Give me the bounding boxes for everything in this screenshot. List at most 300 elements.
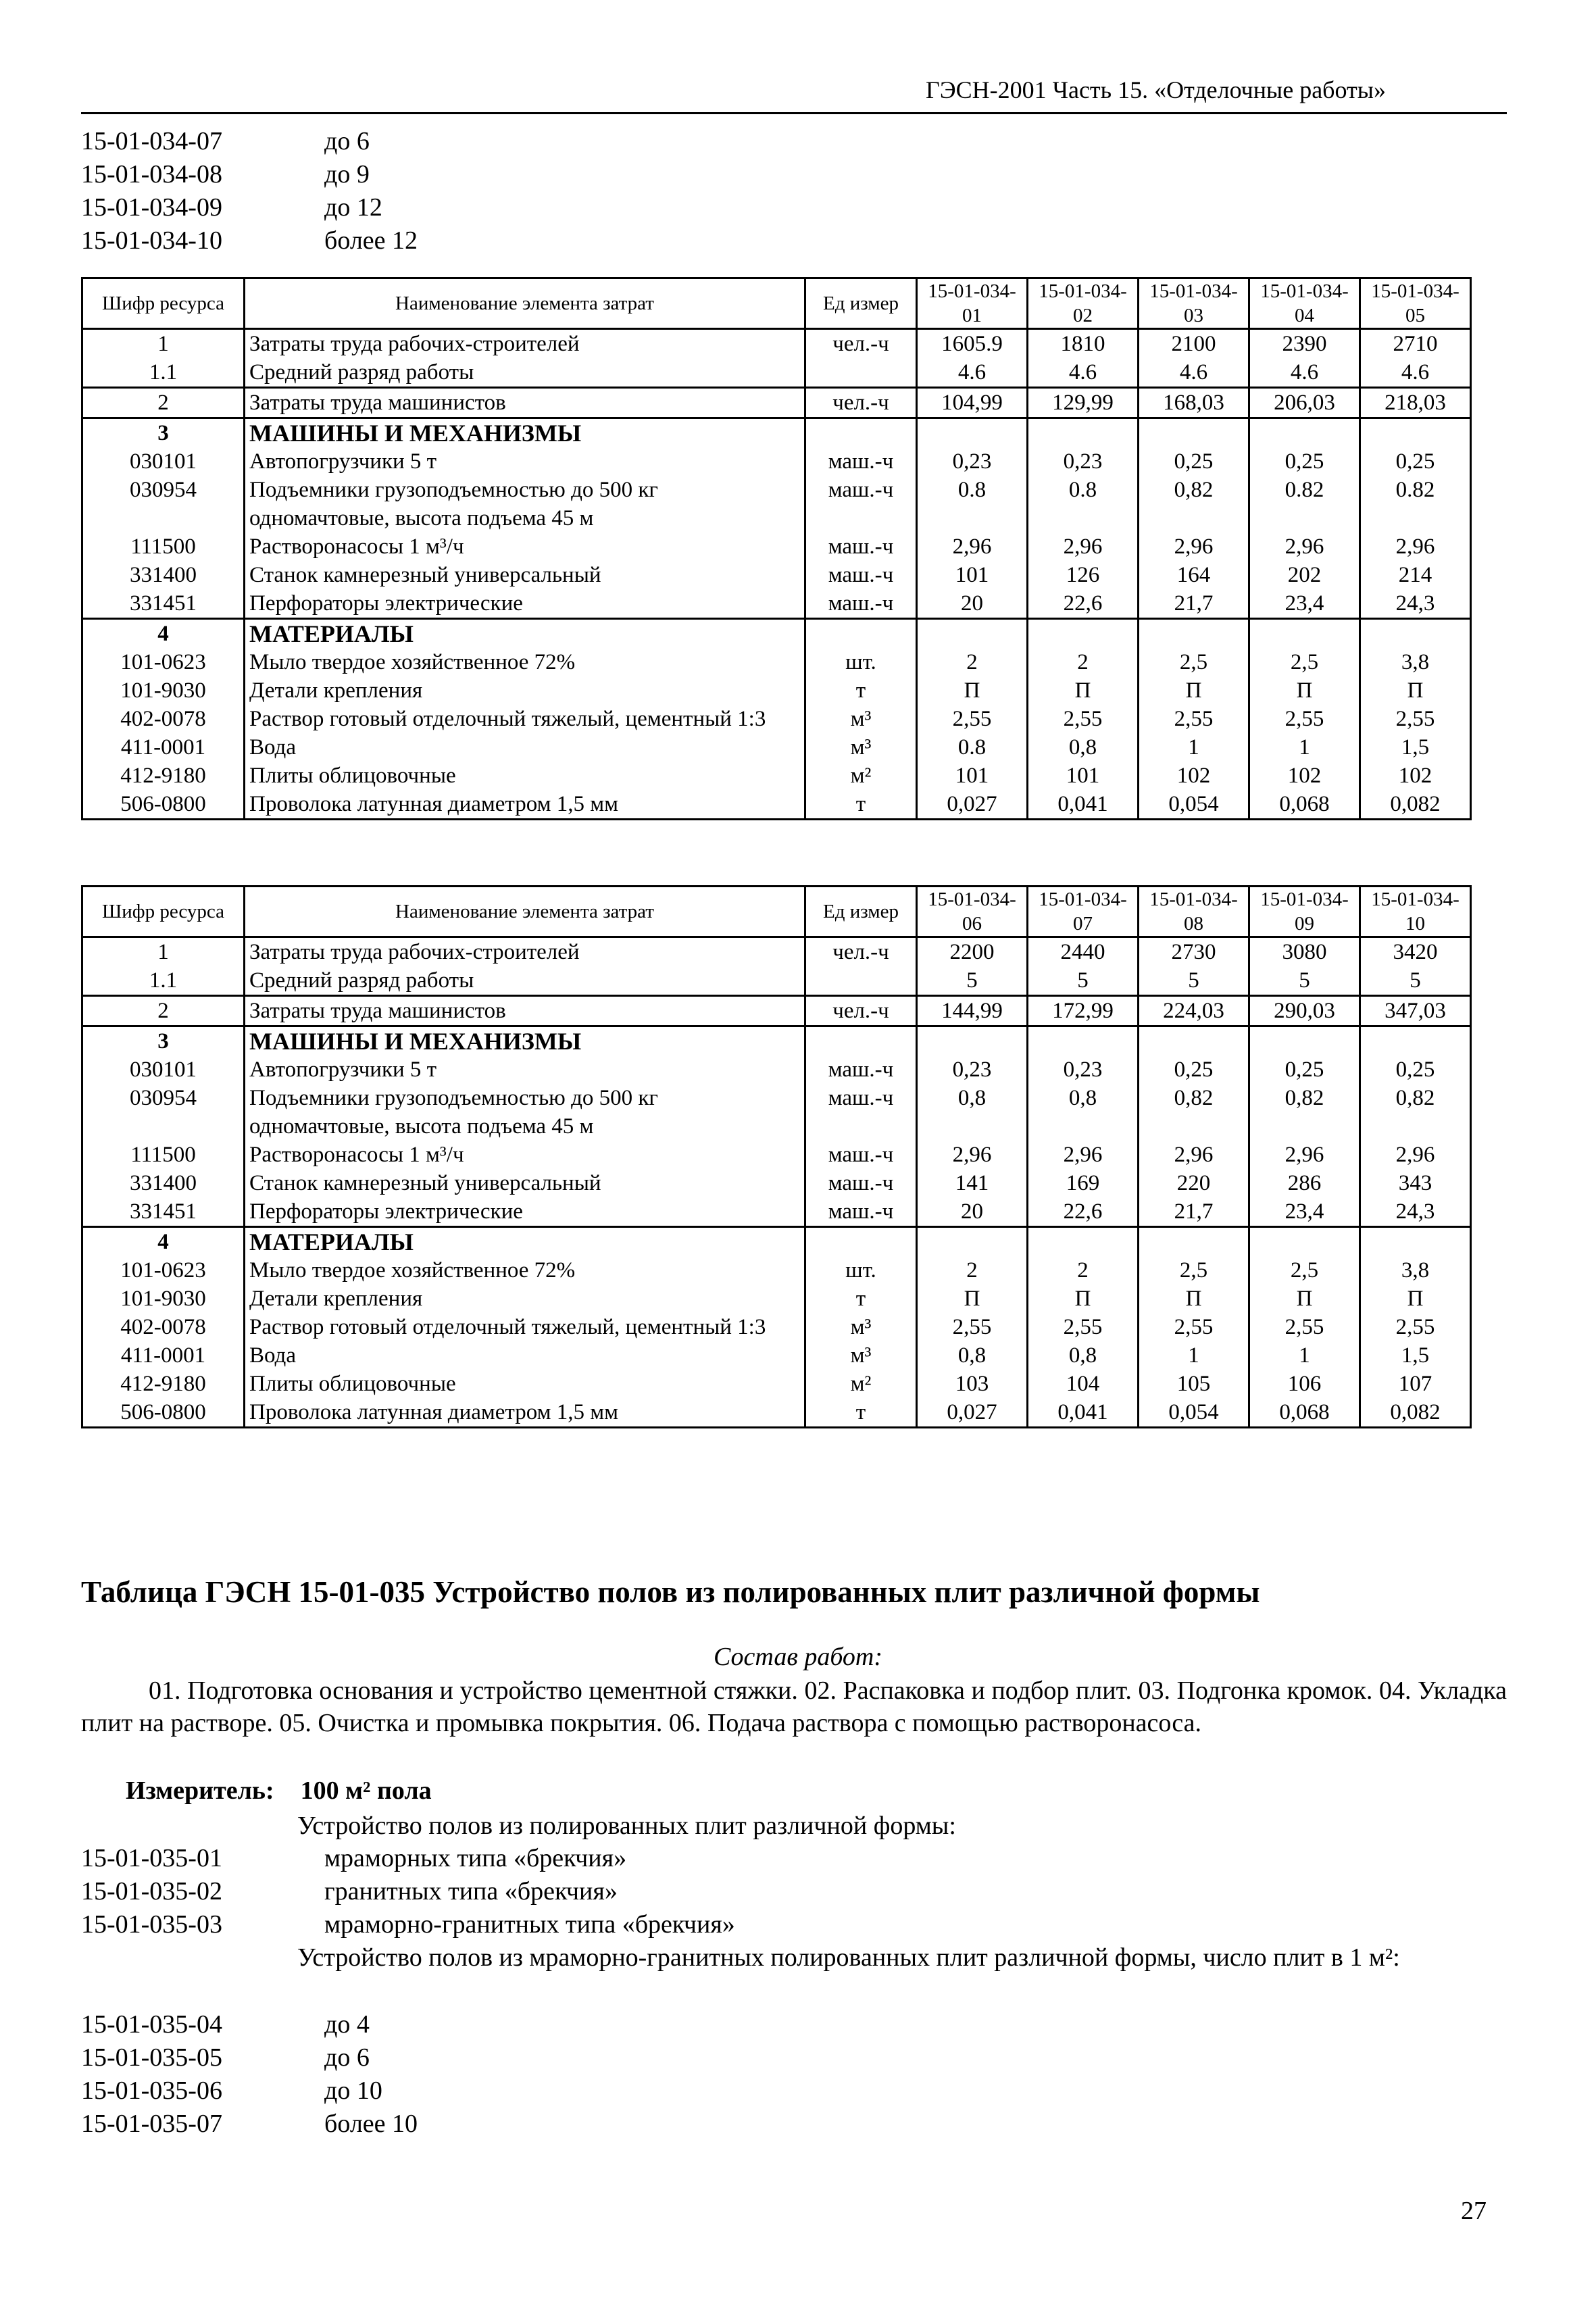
cell-unit: чел.-ч <box>805 996 917 1026</box>
cell-value: 4.6 <box>1360 358 1471 388</box>
cell-value: 2,96 <box>1028 1141 1139 1169</box>
table-row <box>82 790 1471 820</box>
list-code: 15-01-035-07 <box>81 2110 222 2138</box>
cell-code: 411-0001 <box>82 733 245 762</box>
table-row <box>82 532 1471 561</box>
cell-value: 4.6 <box>1028 358 1139 388</box>
top-code-list <box>81 125 418 257</box>
table-row <box>82 705 1471 733</box>
cell-value: 0,8 <box>1028 733 1139 762</box>
list-item <box>81 2108 418 2141</box>
cell-value: 2,96 <box>1360 532 1471 561</box>
cell-code: 402-0078 <box>82 705 245 733</box>
cell-value: 2,96 <box>917 532 1028 561</box>
cell-value: 24,3 <box>1360 589 1471 619</box>
table-row <box>82 966 1471 996</box>
cell-unit: маш.-ч <box>805 1169 917 1197</box>
cell-value: 4.6 <box>1249 358 1360 388</box>
list-item <box>81 191 418 224</box>
cell-value: 168,03 <box>1139 388 1249 418</box>
cell-value: П <box>1249 1285 1360 1313</box>
cell-name: Растворонасосы 1 м³/ч <box>245 532 805 561</box>
list-code: 15-01-035-04 <box>81 2010 222 2039</box>
cell-code: 111500 <box>82 1141 245 1169</box>
cell-value: 0,082 <box>1360 1398 1471 1428</box>
col-header-unit: Ед измер <box>805 278 917 329</box>
code-list-2 <box>81 2008 418 2141</box>
cell-value: 0,068 <box>1249 790 1360 820</box>
cell-unit: чел.-ч <box>805 388 917 418</box>
cell-name: Раствор готовый отделочный тяжелый, цементный 1:3 <box>245 1313 805 1341</box>
table-row <box>82 589 1471 619</box>
cell-code: 402-0078 <box>82 1313 245 1341</box>
cell-code: 111500 <box>82 532 245 561</box>
cell-value: 0,068 <box>1249 1398 1360 1428</box>
cell-unit: м³ <box>805 733 917 762</box>
cell-name: Подъемники грузоподъемностью до 500 кг одномачтовые, высота подъема 45 м <box>245 476 805 532</box>
cell-value: 1 <box>1249 733 1360 762</box>
cell-unit <box>805 966 917 996</box>
cell-value: 2,96 <box>1139 532 1249 561</box>
table-row <box>82 329 1471 359</box>
cell-value: П <box>1360 676 1471 705</box>
cell-value: 22,6 <box>1028 589 1139 619</box>
cell-code: 412-9180 <box>82 762 245 790</box>
table-row <box>82 1169 1471 1197</box>
list-code: 15-01-034-08 <box>81 160 222 189</box>
code-list-1 <box>81 1842 735 1941</box>
cell-value: 286 <box>1249 1169 1360 1197</box>
col-header-rate: 15-01-034-08 <box>1139 887 1249 937</box>
cell-unit: чел.-ч <box>805 329 917 359</box>
cell-unit: м³ <box>805 705 917 733</box>
list-code: 15-01-035-05 <box>81 2043 222 2072</box>
cell-value: 2,96 <box>1249 532 1360 561</box>
cell-name: Автопогрузчики 5 т <box>245 1055 805 1084</box>
cell-value: 2 <box>917 1256 1028 1285</box>
table-row <box>82 1398 1471 1428</box>
cell-unit: маш.-ч <box>805 532 917 561</box>
cell-code: 1.1 <box>82 966 245 996</box>
cell-value: 1 <box>1249 1341 1360 1370</box>
cell-value: 0,23 <box>917 447 1028 476</box>
list-text: до 12 <box>324 193 382 222</box>
section-row <box>82 619 1471 649</box>
cell-value: 2,55 <box>917 705 1028 733</box>
cell-value: 103 <box>917 1370 1028 1398</box>
cell-value: 0,8 <box>917 1084 1028 1141</box>
cell-code: 3 <box>82 1026 245 1056</box>
cell-code: 4 <box>82 619 245 649</box>
cell-value: 20 <box>917 1197 1028 1227</box>
cell-value: 0,23 <box>1028 1055 1139 1084</box>
cell-value: 107 <box>1360 1370 1471 1398</box>
cell-name: Станок камнерезный универсальный <box>245 561 805 589</box>
cell-value: 3,8 <box>1360 648 1471 676</box>
table-row <box>82 676 1471 705</box>
cell-value: 0.8 <box>1028 476 1139 532</box>
cell-value: П <box>1360 1285 1471 1313</box>
cell-code: 3 <box>82 418 245 448</box>
list-item <box>81 1908 735 1941</box>
cell-code: 4 <box>82 1227 245 1257</box>
cell-code: 101-9030 <box>82 676 245 705</box>
cell-value: П <box>1028 1285 1139 1313</box>
cell-value: П <box>1249 676 1360 705</box>
cell-name: Детали крепления <box>245 1285 805 1313</box>
list-item <box>81 2074 418 2108</box>
cell-unit: шт. <box>805 1256 917 1285</box>
cell-value: 2,55 <box>1139 705 1249 733</box>
measure-line <box>126 1776 432 1806</box>
list-text: гранитных типа «брекчия» <box>324 1877 618 1906</box>
cell-unit: т <box>805 676 917 705</box>
section-row <box>82 1227 1471 1257</box>
list-item <box>81 224 418 257</box>
cell-name: Раствор готовый отделочный тяжелый, цементный 1:3 <box>245 705 805 733</box>
table-row <box>82 1141 1471 1169</box>
cell-code: 1 <box>82 329 245 359</box>
table-row <box>82 561 1471 589</box>
section-heading: МАШИНЫ И МЕХАНИЗМЫ <box>245 1026 805 1056</box>
cell-unit: т <box>805 1285 917 1313</box>
cell-value: 2,5 <box>1249 1256 1360 1285</box>
cell-value: 102 <box>1249 762 1360 790</box>
cell-name: Мыло твердое хозяйственное 72% <box>245 1256 805 1285</box>
cell-value: 3,8 <box>1360 1256 1471 1285</box>
cell-value: 0,8 <box>917 1341 1028 1370</box>
cell-unit: маш.-ч <box>805 1141 917 1169</box>
cell-name: Проволока латунная диаметром 1,5 мм <box>245 1398 805 1428</box>
cell-name: Средний разряд работы <box>245 966 805 996</box>
list-text: до 10 <box>324 2076 382 2105</box>
list-item <box>81 2008 418 2041</box>
cell-value: 23,4 <box>1249 1197 1360 1227</box>
cell-value: 4.6 <box>1139 358 1249 388</box>
cell-value: 0,23 <box>1028 447 1139 476</box>
cell-code: 411-0001 <box>82 1341 245 1370</box>
col-header-rate: 15-01-034-06 <box>917 887 1028 937</box>
cell-value: 0.8 <box>917 733 1028 762</box>
cell-value: 1 <box>1139 1341 1249 1370</box>
col-header-rate: 15-01-034-02 <box>1028 278 1139 329</box>
cell-value: 2,55 <box>917 1313 1028 1341</box>
composition-text: 01. Подготовка основания и устройство цементной стяжки. 02. Распаковка и подбор плит. 03. Подгонка кромок. 04. Укладка плит на растворе. 05. Очистка и промывка покрытия. 06. Подача раствора с помощью растворонасоса. <box>81 1676 1507 1737</box>
list-text: мраморных типа «брекчия» <box>324 1844 627 1872</box>
cell-value: 0,25 <box>1139 1055 1249 1084</box>
col-header-rate: 15-01-034-10 <box>1360 887 1471 937</box>
cell-value: 0.82 <box>1360 476 1471 532</box>
list-item <box>81 125 418 158</box>
cell-value: 0,82 <box>1360 1084 1471 1141</box>
cell-value: 2,55 <box>1249 1313 1360 1341</box>
cell-code: 030101 <box>82 1055 245 1084</box>
cell-value: 2390 <box>1249 329 1360 359</box>
cell-value: 101 <box>917 762 1028 790</box>
cell-unit: маш.-ч <box>805 1055 917 1084</box>
cell-value: 5 <box>917 966 1028 996</box>
cell-value: 21,7 <box>1139 589 1249 619</box>
cell-value: П <box>1139 676 1249 705</box>
cell-name: Растворонасосы 1 м³/ч <box>245 1141 805 1169</box>
cell-code: 412-9180 <box>82 1370 245 1398</box>
list-text: более 10 <box>324 2110 418 2138</box>
cell-value: 218,03 <box>1360 388 1471 418</box>
cell-value: 1 <box>1139 733 1249 762</box>
table-row <box>82 733 1471 762</box>
cell-unit: м² <box>805 762 917 790</box>
list-item <box>81 2041 418 2074</box>
cell-value: 105 <box>1139 1370 1249 1398</box>
cell-code: 101-0623 <box>82 648 245 676</box>
table-row <box>82 1084 1471 1141</box>
cell-value: 1810 <box>1028 329 1139 359</box>
cell-unit: шт. <box>805 648 917 676</box>
cell-value: 2,5 <box>1249 648 1360 676</box>
cell-value: 202 <box>1249 561 1360 589</box>
cell-value: 0.82 <box>1249 476 1360 532</box>
col-header-rate: 15-01-034-07 <box>1028 887 1139 937</box>
col-header-rate: 15-01-034-01 <box>917 278 1028 329</box>
cell-unit: м³ <box>805 1341 917 1370</box>
list-text: мраморно-гранитных типа «брекчия» <box>324 1910 735 1939</box>
cell-value: 2,96 <box>1360 1141 1471 1169</box>
cell-value: 101 <box>917 561 1028 589</box>
section-row <box>82 1026 1471 1056</box>
col-header-rate: 15-01-034-03 <box>1139 278 1249 329</box>
list-item <box>81 1875 735 1908</box>
table-row <box>82 1256 1471 1285</box>
cell-name: Подъемники грузоподъемностью до 500 кг одномачтовые, высота подъема 45 м <box>245 1084 805 1141</box>
measure-label: Измеритель: <box>126 1776 274 1805</box>
cell-value: 2 <box>1028 1256 1139 1285</box>
cell-unit: т <box>805 790 917 820</box>
cell-value: 2 <box>917 648 1028 676</box>
cell-value: 0,054 <box>1139 1398 1249 1428</box>
table-row <box>82 476 1471 532</box>
col-header-code: Шифр ресурса <box>82 278 245 329</box>
table-row <box>82 1313 1471 1341</box>
cell-value: 23,4 <box>1249 589 1360 619</box>
cell-code: 331400 <box>82 1169 245 1197</box>
cell-value: 2200 <box>917 937 1028 967</box>
cell-value: 5 <box>1028 966 1139 996</box>
cell-value: 172,99 <box>1028 996 1139 1026</box>
table-row <box>82 1285 1471 1313</box>
intro-line-1: Устройство полов из полированных плит различной формы: <box>297 1812 956 1840</box>
cell-code: 331451 <box>82 1197 245 1227</box>
cell-unit: маш.-ч <box>805 476 917 532</box>
cell-code: 1.1 <box>82 358 245 388</box>
cell-unit: т <box>805 1398 917 1428</box>
cell-value: П <box>1028 676 1139 705</box>
table-row <box>82 1197 1471 1227</box>
table-row <box>82 937 1471 967</box>
table-row <box>82 648 1471 676</box>
section-heading: МАТЕРИАЛЫ <box>245 1227 805 1257</box>
cell-code: 331400 <box>82 561 245 589</box>
list-code: 15-01-035-06 <box>81 2076 222 2105</box>
cell-unit: чел.-ч <box>805 937 917 967</box>
cell-value: 169 <box>1028 1169 1139 1197</box>
cell-value: 5 <box>1139 966 1249 996</box>
cell-name: Затраты труда рабочих-строителей <box>245 937 805 967</box>
cell-value: 2,55 <box>1360 1313 1471 1341</box>
cell-name: Затраты труда рабочих-строителей <box>245 329 805 359</box>
cell-value: 102 <box>1360 762 1471 790</box>
list-code: 15-01-034-07 <box>81 127 222 155</box>
cell-value: 106 <box>1249 1370 1360 1398</box>
cell-unit: маш.-ч <box>805 1197 917 1227</box>
cell-value: 2,96 <box>917 1141 1028 1169</box>
cell-value: 20 <box>917 589 1028 619</box>
composition-heading: Состав работ: <box>713 1643 883 1671</box>
cell-value: 144,99 <box>917 996 1028 1026</box>
table-row <box>82 447 1471 476</box>
cell-value: 0,82 <box>1139 1084 1249 1141</box>
cell-name: Перфораторы электрические <box>245 589 805 619</box>
section-heading: МАТЕРИАЛЫ <box>245 619 805 649</box>
cell-value: 0,054 <box>1139 790 1249 820</box>
cell-name: Вода <box>245 733 805 762</box>
cell-unit: маш.-ч <box>805 561 917 589</box>
cell-value: 126 <box>1028 561 1139 589</box>
cell-value: 2,5 <box>1139 1256 1249 1285</box>
cell-unit <box>805 358 917 388</box>
cell-value: 2,96 <box>1139 1141 1249 1169</box>
table-header-row <box>82 887 1471 937</box>
cell-value: 104,99 <box>917 388 1028 418</box>
cell-unit: м³ <box>805 1313 917 1341</box>
cell-code: 506-0800 <box>82 1398 245 1428</box>
section-heading: МАШИНЫ И МЕХАНИЗМЫ <box>245 418 805 448</box>
intro-line-2: Устройство полов из мраморно-гранитных полированных плит различной формы, число плит в 1 м²: <box>297 1943 1400 1972</box>
cell-value: 0,8 <box>1028 1084 1139 1141</box>
cell-value: 0,82 <box>1139 476 1249 532</box>
list-text: до 6 <box>324 2043 370 2072</box>
cell-value: 5 <box>1360 966 1471 996</box>
list-code: 15-01-035-02 <box>81 1877 222 1906</box>
table-row <box>82 996 1471 1026</box>
list-code: 15-01-034-10 <box>81 226 222 255</box>
section-row <box>82 418 1471 448</box>
cell-value: 2730 <box>1139 937 1249 967</box>
cell-value: 0,082 <box>1360 790 1471 820</box>
cell-name: Плиты облицовочные <box>245 1370 805 1398</box>
cell-name: Вода <box>245 1341 805 1370</box>
cell-code: 2 <box>82 388 245 418</box>
cell-value: 0,25 <box>1249 447 1360 476</box>
list-text: до 9 <box>324 160 370 189</box>
cell-value: П <box>917 1285 1028 1313</box>
table-row <box>82 1370 1471 1398</box>
cell-value: 214 <box>1360 561 1471 589</box>
cell-value: 2,96 <box>1249 1141 1360 1169</box>
cell-value: 2,55 <box>1139 1313 1249 1341</box>
cell-unit: м² <box>805 1370 917 1398</box>
cell-name: Средний разряд работы <box>245 358 805 388</box>
cell-code: 030954 <box>82 1084 245 1141</box>
table-header-row <box>82 278 1471 329</box>
cell-value: 0.8 <box>917 476 1028 532</box>
cell-value: 0,041 <box>1028 1398 1139 1428</box>
col-header-unit: Ед измер <box>805 887 917 937</box>
header-rule <box>81 112 1507 114</box>
cell-name: Проволока латунная диаметром 1,5 мм <box>245 790 805 820</box>
cell-value: 1,5 <box>1360 733 1471 762</box>
cell-value: 2 <box>1028 648 1139 676</box>
cell-value: 2,5 <box>1139 648 1249 676</box>
cell-value: П <box>917 676 1028 705</box>
cell-name: Затраты труда машинистов <box>245 388 805 418</box>
cell-value: 3420 <box>1360 937 1471 967</box>
col-header-name: Наименование элемента затрат <box>245 278 805 329</box>
col-header-rate: 15-01-034-09 <box>1249 887 1360 937</box>
cell-value: 0,8 <box>1028 1341 1139 1370</box>
cell-value: 0,25 <box>1360 1055 1471 1084</box>
cell-value: 0,82 <box>1249 1084 1360 1141</box>
resource-table-1 <box>81 277 1472 820</box>
cell-value: 21,7 <box>1139 1197 1249 1227</box>
cell-value: 164 <box>1139 561 1249 589</box>
cell-value: 0,23 <box>917 1055 1028 1084</box>
col-header-rate: 15-01-034-05 <box>1360 278 1471 329</box>
cell-value: 24,3 <box>1360 1197 1471 1227</box>
cell-value: 347,03 <box>1360 996 1471 1026</box>
cell-value: 343 <box>1360 1169 1471 1197</box>
table-row <box>82 1055 1471 1084</box>
cell-value: П <box>1139 1285 1249 1313</box>
cell-name: Плиты облицовочные <box>245 762 805 790</box>
cell-value: 4.6 <box>917 358 1028 388</box>
cell-value: 5 <box>1249 966 1360 996</box>
cell-code: 331451 <box>82 589 245 619</box>
cell-code: 2 <box>82 996 245 1026</box>
cell-value: 129,99 <box>1028 388 1139 418</box>
cell-value: 206,03 <box>1249 388 1360 418</box>
cell-name: Затраты труда машинистов <box>245 996 805 1026</box>
table-row <box>82 762 1471 790</box>
cell-value: 141 <box>917 1169 1028 1197</box>
cell-name: Станок камнерезный универсальный <box>245 1169 805 1197</box>
cell-code: 101-0623 <box>82 1256 245 1285</box>
cell-code: 030101 <box>82 447 245 476</box>
cell-value: 2710 <box>1360 329 1471 359</box>
cell-code: 1 <box>82 937 245 967</box>
list-code: 15-01-034-09 <box>81 193 222 222</box>
cell-code: 101-9030 <box>82 1285 245 1313</box>
resource-table-2 <box>81 885 1472 1428</box>
cell-value: 102 <box>1139 762 1249 790</box>
table-row <box>82 358 1471 388</box>
table-row <box>82 1341 1471 1370</box>
table-row <box>82 388 1471 418</box>
cell-value: 220 <box>1139 1169 1249 1197</box>
col-header-name: Наименование элемента затрат <box>245 887 805 937</box>
list-item <box>81 1842 735 1875</box>
measure-value: 100 м² пола <box>300 1776 432 1805</box>
page-number: 27 <box>1461 2197 1487 2225</box>
cell-value: 224,03 <box>1139 996 1249 1026</box>
cell-value: 0,25 <box>1139 447 1249 476</box>
list-text: до 6 <box>324 127 370 155</box>
cell-name: Детали крепления <box>245 676 805 705</box>
cell-code: 030954 <box>82 476 245 532</box>
running-header: ГЭСН-2001 Часть 15. «Отделочные работы» <box>926 76 1386 103</box>
cell-value: 290,03 <box>1249 996 1360 1026</box>
cell-value: 0,25 <box>1360 447 1471 476</box>
cell-value: 2,96 <box>1028 532 1139 561</box>
